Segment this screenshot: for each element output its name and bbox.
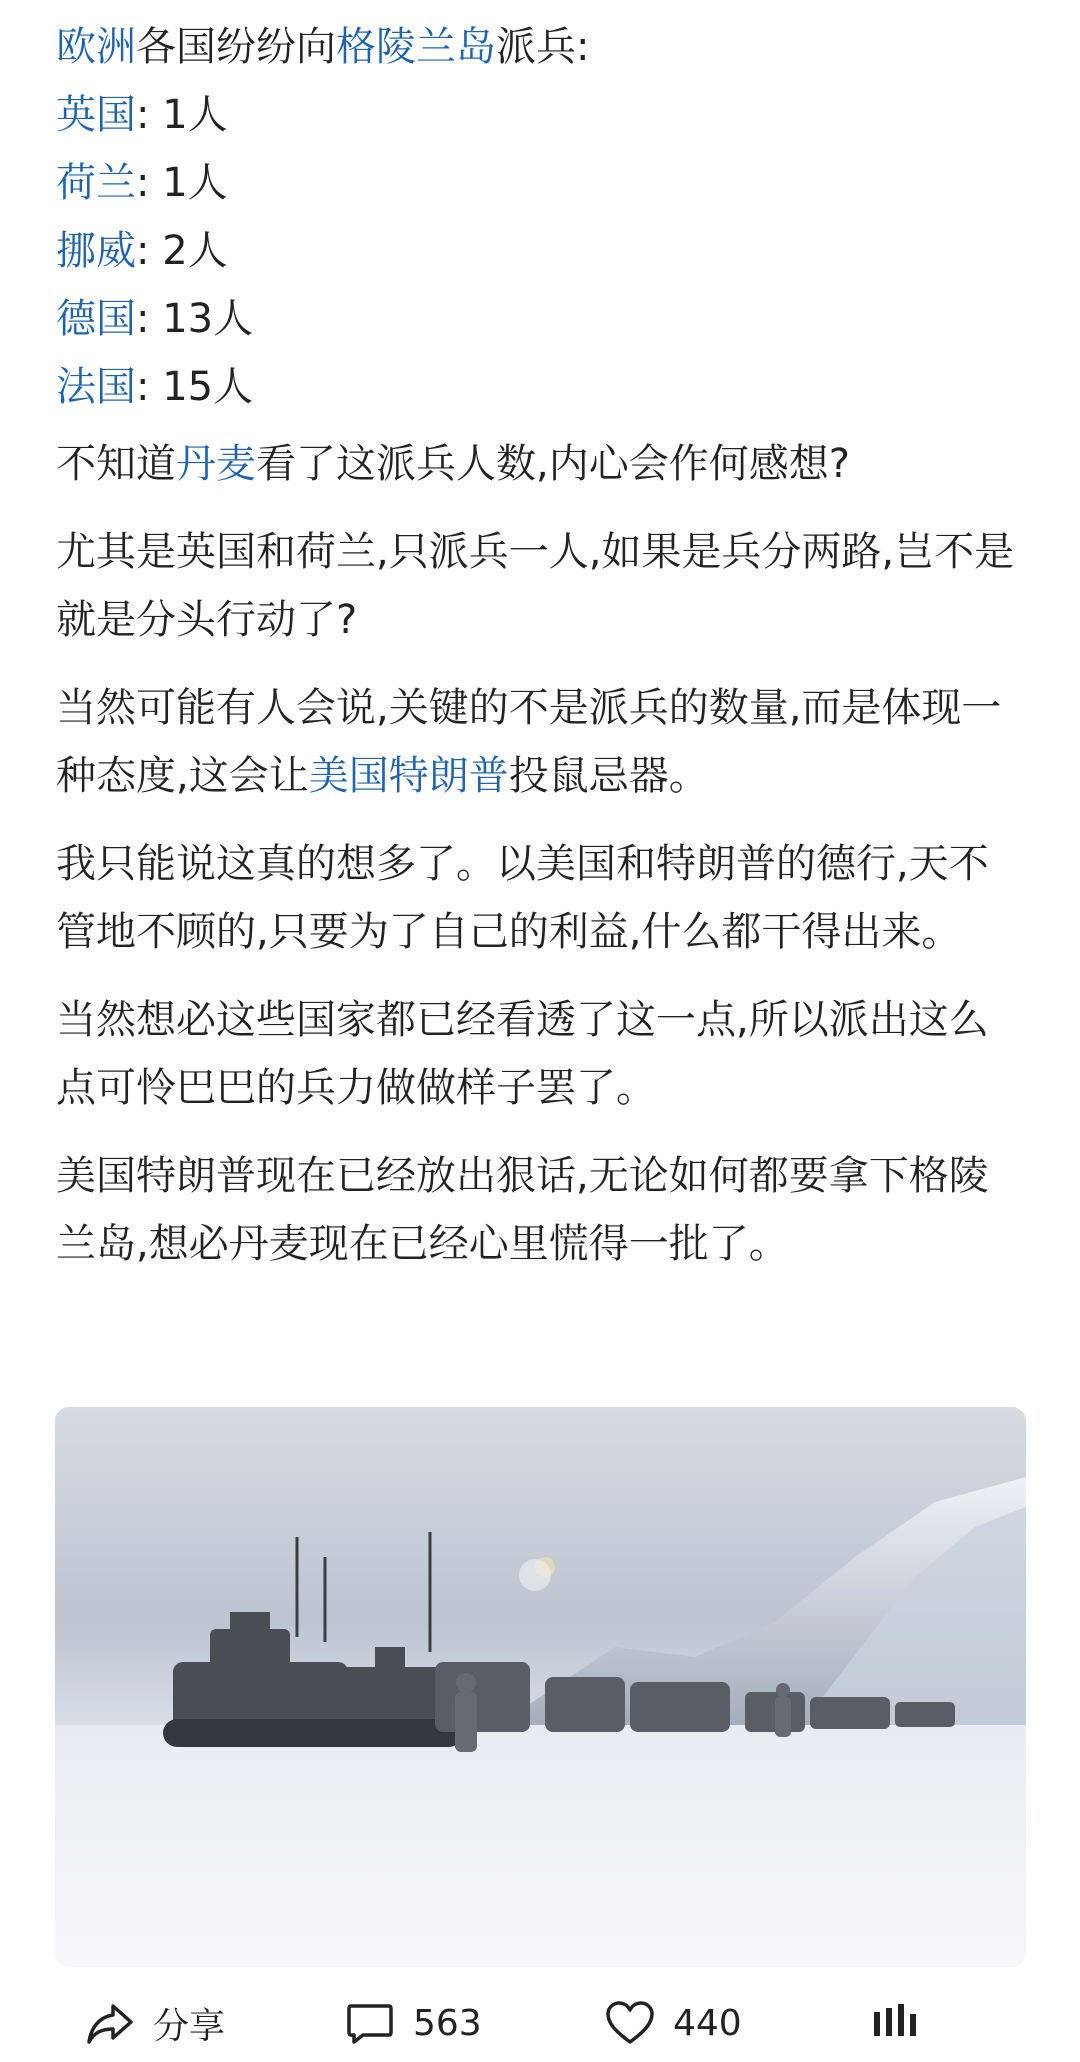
country-link[interactable]: 德国 [56, 296, 136, 342]
comment-icon [345, 2000, 395, 2046]
paragraph: 美国特朗普现在已经放出狠话,无论如何都要拿下格陵兰岛,想必丹麦现在已经心里慌得一批了。 [56, 1153, 989, 1267]
tag-link-trump[interactable]: 美国特朗普 [308, 753, 509, 799]
troop-item [56, 81, 253, 149]
paragraph: 我只能说这真的想多了。以美国和特朗普的德行,天不管地不顾的,只要为了自己的利益,什么都干得出来。 [56, 841, 989, 955]
separator: : [136, 296, 150, 342]
tag-link-denmark[interactable]: 丹麦 [176, 441, 256, 487]
troop-count: 13人 [162, 296, 254, 342]
paragraph-text: 不知道 [56, 441, 176, 487]
like-icon [605, 2000, 655, 2046]
tag-link-europe[interactable]: 欧洲 [56, 24, 136, 70]
paragraph-text: 当然可能有人会说,关键的不是派兵的数量,而是体现一种态度,这会让 [56, 685, 1002, 799]
paragraph: 尤其是英国和荷兰,只派兵一人,如果是兵分两路,岂不是就是分头行动了? [56, 529, 1015, 643]
country-link[interactable]: 挪威 [56, 228, 136, 274]
separator: : [136, 364, 150, 410]
like-count: 440 [673, 2002, 742, 2044]
paragraph-text: 看了这派兵人数,内心会作何感想? [256, 441, 850, 487]
troop-count: 1人 [162, 92, 228, 138]
troop-item [56, 217, 253, 285]
paragraph [56, 430, 1026, 498]
intro-text: 各国纷纷向 [136, 24, 336, 70]
country-link[interactable]: 荷兰 [56, 160, 136, 206]
more-button[interactable] [870, 1999, 920, 2047]
separator: : [136, 92, 150, 138]
separator: : [136, 160, 150, 206]
comment-button[interactable] [345, 1999, 482, 2047]
country-link[interactable]: 英国 [56, 92, 136, 138]
snow-military-scene-image [55, 1407, 1026, 1967]
troop-item [56, 149, 253, 217]
action-bar [0, 1985, 1080, 2062]
separator: : [136, 228, 150, 274]
paragraph [56, 674, 1026, 810]
tag-link-greenland[interactable]: 格陵兰岛 [336, 24, 496, 70]
troop-list [56, 81, 253, 421]
intro-text-end: 派兵: [496, 24, 590, 70]
troop-count: 1人 [162, 160, 228, 206]
more-icon [870, 2000, 920, 2046]
paragraph: 当然想必这些国家都已经看透了这一点,所以派出这么点可怜巴巴的兵力做做样子罢了。 [56, 997, 989, 1111]
share-button[interactable] [85, 1999, 225, 2047]
intro-line [56, 13, 589, 81]
troop-item [56, 285, 253, 353]
troop-count: 2人 [162, 228, 228, 274]
country-link[interactable]: 法国 [56, 364, 136, 410]
article-photo[interactable] [55, 1407, 1026, 1967]
troop-count: 15人 [162, 364, 254, 410]
troop-item [56, 353, 253, 421]
like-button[interactable] [605, 1999, 742, 2047]
share-label: 分享 [153, 2005, 226, 2047]
comment-count: 563 [413, 2002, 482, 2044]
paragraphs [56, 430, 1026, 1278]
share-icon [85, 2000, 135, 2046]
paragraph-text: 投鼠忌器。 [508, 753, 709, 799]
